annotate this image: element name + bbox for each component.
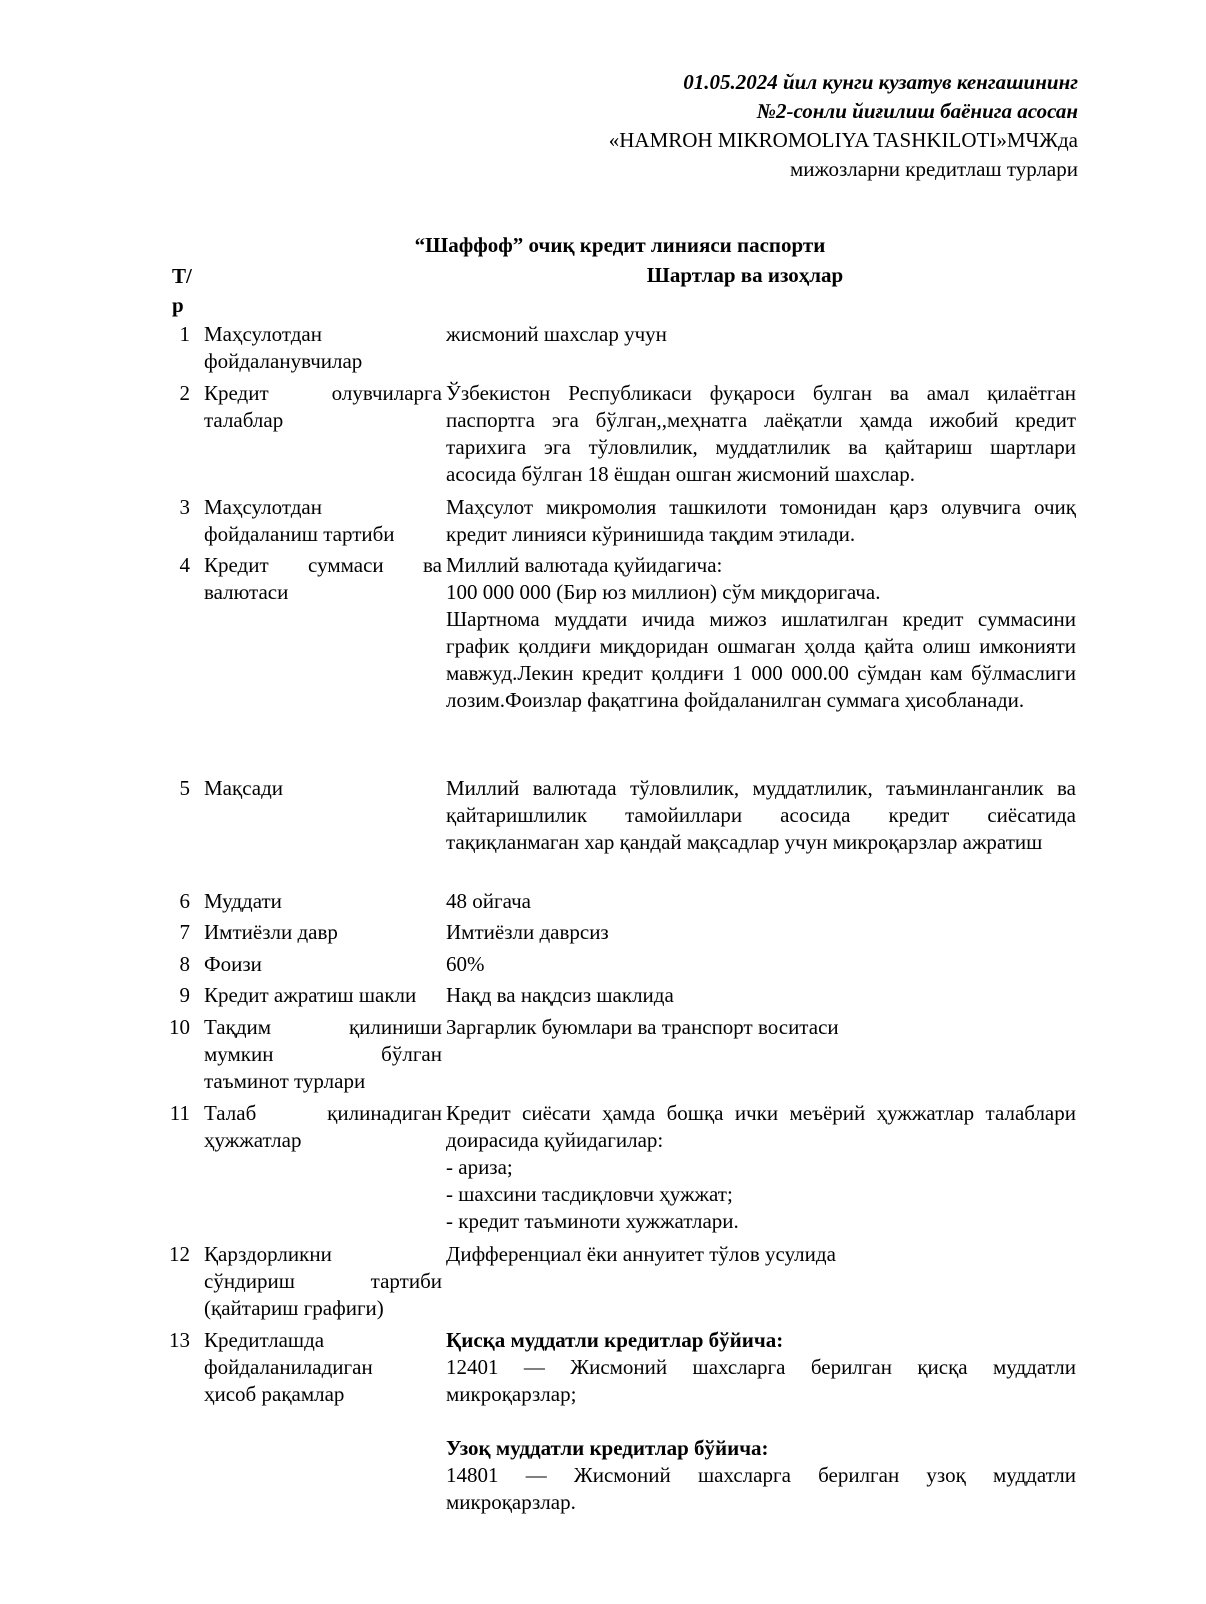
row-label bbox=[204, 951, 442, 978]
row-number: 12 bbox=[169, 1242, 190, 1266]
row-label-line: Талаб қилинадиган bbox=[204, 1101, 442, 1125]
header-line-4: мижозларни кредитлаш турлари bbox=[789, 157, 1078, 181]
header-line-3: «HAMROH MIKROMOLIYA TASHKILOTI»МЧЖда bbox=[608, 128, 1078, 152]
row-label bbox=[204, 982, 442, 1009]
row-label bbox=[204, 1241, 442, 1322]
row-number: 2 bbox=[179, 381, 190, 405]
row-label bbox=[204, 1327, 442, 1408]
row-label-line: сўндириш тартиби bbox=[204, 1269, 442, 1293]
row-label-line: Фоизи bbox=[204, 952, 262, 976]
table-number-header-line-2: р bbox=[172, 293, 184, 317]
row-number: 11 bbox=[169, 1101, 190, 1125]
row-number: 8 bbox=[179, 952, 190, 976]
row-description: Миллий валютада тўловлилик, муддатлилик, таъминланганлик ва қайтаришлилик тамойиллари асосида кредит сиёсатида тақиқланмаган хар қандай мақсадлар учун микроқарзлар ажратиш bbox=[446, 776, 1076, 854]
row-label-line: фойдаланувчилар bbox=[204, 349, 363, 373]
row-label bbox=[204, 919, 442, 946]
short-term-heading: Қисқа муддатли кредитлар бўйича: bbox=[446, 1328, 784, 1352]
row-number: 10 bbox=[169, 1015, 190, 1039]
row-description: Маҳсулот микромолия ташкилоти томонидан қарз олувчига очиқ кредит линияси кўринишида тақдим этилади. bbox=[446, 495, 1076, 546]
row-number: 1 bbox=[179, 322, 190, 346]
row-label bbox=[204, 775, 442, 802]
row-label-line: фойдаланиш тартиби bbox=[204, 522, 395, 546]
row-number: 13 bbox=[169, 1328, 190, 1352]
row-label-line: Қарздорликни bbox=[204, 1242, 332, 1266]
row-description: Имтиёзли даврсиз bbox=[446, 920, 609, 944]
table-column-header: Шартлар ва изоҳлар bbox=[646, 263, 844, 287]
row-label-line: таъминот турлари bbox=[204, 1069, 366, 1093]
document-header bbox=[609, 68, 1078, 184]
row-number: 5 bbox=[179, 776, 190, 800]
row-label bbox=[204, 1014, 442, 1095]
table-number-header-line-1: Т/ bbox=[172, 264, 192, 288]
row-label-line: ҳужжатлар bbox=[204, 1128, 302, 1152]
row-label bbox=[204, 321, 442, 375]
row-description-text: Шартнома муддати ичида мижоз ишлатилган кредит суммасини график қолдиғи миқдоридан ошмаган ҳолда қайта олиш имконияти мавжуд.Лекин кредит қолдиғи 1 000 000.00 сўмдан кам бўлмаслиги лозим.Фоизлар фақатгина фойдаланилган суммага ҳисобланади. bbox=[446, 607, 1076, 712]
header-line-2: №2-сонли йиғилиш баёнига асосан bbox=[756, 99, 1078, 123]
row-number: 3 bbox=[179, 495, 190, 519]
row-label-line: Кредит ажратиш шакли bbox=[204, 983, 417, 1007]
row-number: 4 bbox=[179, 553, 190, 577]
long-term-heading: Узоқ муддатли кредитлар бўйича: bbox=[446, 1436, 769, 1460]
row-label bbox=[204, 552, 442, 606]
row-description-text: - кредит таъминоти хужжатлари. bbox=[446, 1209, 739, 1233]
document-title: “Шаффоф” очиқ кредит линияси паспорти bbox=[414, 233, 826, 257]
row-label-line: ҳисоб рақамлар bbox=[204, 1382, 345, 1406]
row-label-line: Тақдим қилиниши bbox=[204, 1015, 442, 1039]
row-description-text: Миллий валютада қуйидагича: bbox=[446, 553, 723, 577]
row-label bbox=[204, 380, 442, 434]
row-label-line: Маҳсулотдан bbox=[204, 495, 322, 519]
row-description: Заргарлик буюмлари ва транспорт воситаси bbox=[446, 1015, 839, 1039]
row-label-line: валютаси bbox=[204, 580, 289, 604]
row-label-line: Кредитлашда bbox=[204, 1328, 325, 1352]
row-description: Нақд ва нақдсиз шаклида bbox=[446, 983, 674, 1007]
row-description-text: жисмоний шахслар учун bbox=[446, 322, 667, 346]
row-description bbox=[446, 321, 1076, 348]
short-term-account: 12401 — Жисмоний шахсларга берилган қисқа муддатли микроқарзлар; bbox=[446, 1355, 1076, 1406]
row-description: Дифференциал ёки аннуитет тўлов усулида bbox=[446, 1242, 836, 1266]
long-term-account: 14801 — Жисмоний шахсларга берилган узоқ муддатли микроқарзлар. bbox=[446, 1463, 1076, 1514]
row-label bbox=[204, 1100, 442, 1154]
row-description bbox=[446, 1327, 1076, 1516]
row-description-text: Кредит сиёсати ҳамда бошқа ички меъёрий ҳужжатлар талаблари доирасида қуйидагилар: bbox=[446, 1101, 1076, 1152]
row-label bbox=[204, 888, 442, 915]
row-label-line: Муддати bbox=[204, 889, 282, 913]
row-number: 7 bbox=[179, 920, 190, 944]
row-label-line: мумкин бўлган bbox=[204, 1042, 442, 1066]
row-description-text: - шахсини тасдиқловчи ҳужжат; bbox=[446, 1182, 733, 1206]
row-description-text: 100 000 000 (Бир юз миллион) сўм миқдоригача. bbox=[446, 580, 881, 604]
row-description bbox=[446, 552, 1076, 714]
spacer bbox=[446, 1408, 1076, 1435]
row-label-line: Маҳсулотдан bbox=[204, 322, 322, 346]
header-line-1: 01.05.2024 йил кунги кузатув кенгашининг bbox=[683, 70, 1078, 94]
row-label bbox=[204, 494, 442, 548]
row-description: 60% bbox=[446, 952, 485, 976]
row-description: 48 ойгача bbox=[446, 889, 531, 913]
row-number: 9 bbox=[179, 983, 190, 1007]
row-label-line: талаблар bbox=[204, 408, 284, 432]
row-label-line: (қайтариш графиги) bbox=[204, 1296, 384, 1320]
row-description bbox=[446, 1100, 1076, 1235]
row-label-line: Мақсади bbox=[204, 776, 284, 800]
row-label-line: Кредит олувчиларга bbox=[204, 381, 442, 405]
row-label-line: Имтиёзли давр bbox=[204, 920, 338, 944]
row-number: 6 bbox=[179, 889, 190, 913]
row-label-line: Кредит суммаси ва bbox=[204, 553, 442, 577]
row-description-text: - ариза; bbox=[446, 1155, 513, 1179]
row-description: Ўзбекистон Республикаси фуқароси булган ва амал қилаётган паспортга эга бўлган,,меҳнатга лаёқатли ҳамда ижобий кредит тарихига эга тўловлилик, муддатлилик ва қайтариш шартлари асосида бўлган 18 ёшдан ошган жисмоний шахслар. bbox=[446, 381, 1076, 486]
row-label-line: фойдаланиладиган bbox=[204, 1355, 373, 1379]
